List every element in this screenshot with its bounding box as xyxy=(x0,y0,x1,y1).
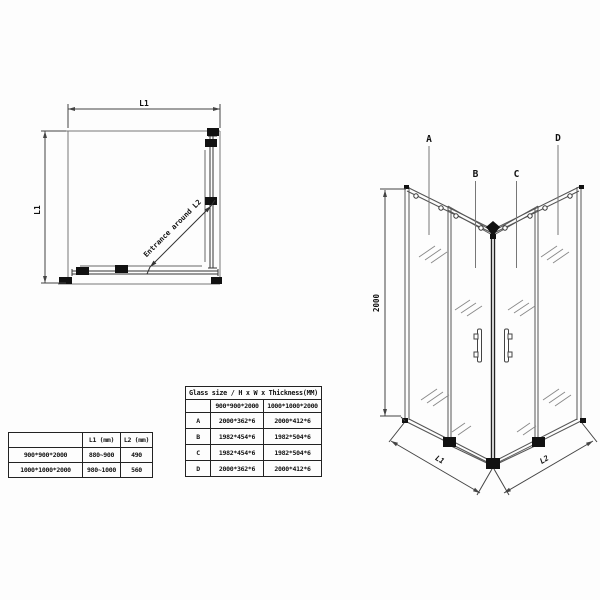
size-table-cell: 900*900*2000 xyxy=(9,448,83,463)
glass-table-title: Glass size / H x W x Thickness(MM) xyxy=(186,387,322,400)
plan-view xyxy=(33,99,222,284)
elevation-view xyxy=(372,133,597,495)
glass-table-cell: A xyxy=(186,413,211,429)
glass-size-table xyxy=(185,386,322,477)
entrance-label: Entrance around L2 xyxy=(141,197,203,259)
size-table-header-row xyxy=(9,433,153,448)
plan-dim-left-label: L1 xyxy=(33,205,42,215)
glass-table-row xyxy=(186,461,322,477)
size-table-header-cell: L2 (mm) xyxy=(121,433,153,448)
elev-dim-height xyxy=(380,189,406,421)
plan-bottom-track xyxy=(72,269,218,276)
glass-table-header-cell: 900*900*2000 xyxy=(211,400,264,413)
size-table-header-cell: L1 (mm) xyxy=(83,433,121,448)
panel-label-c: C xyxy=(513,169,520,180)
glass-table-header-row xyxy=(186,400,322,413)
size-table-row xyxy=(9,463,153,478)
elev-door-b xyxy=(448,206,494,466)
size-table xyxy=(8,432,153,478)
size-table-cell: 980~1000 xyxy=(83,463,121,478)
door-handles xyxy=(474,329,512,362)
size-table-cell: 1000*1000*2000 xyxy=(9,463,83,478)
glass-table-row xyxy=(186,413,322,429)
glass-table-row xyxy=(186,429,322,445)
glass-table-cell: 1982*504*6 xyxy=(264,445,322,461)
plan-dim-top-label: L1 xyxy=(139,99,149,108)
glass-table-cell: B xyxy=(186,429,211,445)
size-table-cell: 490 xyxy=(121,448,153,463)
glass-table-cell: C xyxy=(186,445,211,461)
glass-table-title-row xyxy=(186,387,322,400)
elev-dim-l2-label: L2 xyxy=(538,453,551,466)
glass-table-cell: 1982*454*6 xyxy=(211,445,264,461)
panel-label-d: D xyxy=(555,133,561,144)
glass-table-row xyxy=(186,445,322,461)
glass-table-cell: 2000*412*6 xyxy=(264,413,322,429)
panel-label-b: B xyxy=(472,169,479,180)
size-table-cell: 880~900 xyxy=(83,448,121,463)
elev-dim-height-label: 2000 xyxy=(372,293,381,313)
glass-table-cell: 2000*412*6 xyxy=(264,461,322,477)
elev-door-c xyxy=(492,206,538,466)
size-table-header-cell xyxy=(9,433,83,448)
panel-label-a: A xyxy=(426,134,432,145)
glass-table-cell: 2000*362*6 xyxy=(211,413,264,429)
size-table-row xyxy=(9,448,153,463)
glass-table-cell: 1982*504*6 xyxy=(264,429,322,445)
size-table-cell: 560 xyxy=(121,463,153,478)
elev-dim-l1-label: L1 xyxy=(433,453,446,466)
plan-dim-left xyxy=(41,131,66,283)
glass-table-header-cell: 1000*1000*2000 xyxy=(264,400,322,413)
glass-table-cell: 2000*362*6 xyxy=(211,461,264,477)
elev-center-post xyxy=(492,231,495,467)
glass-table-cell: 1982*454*6 xyxy=(211,429,264,445)
glass-table-header-cell xyxy=(186,400,211,413)
glass-table-cell: D xyxy=(186,461,211,477)
